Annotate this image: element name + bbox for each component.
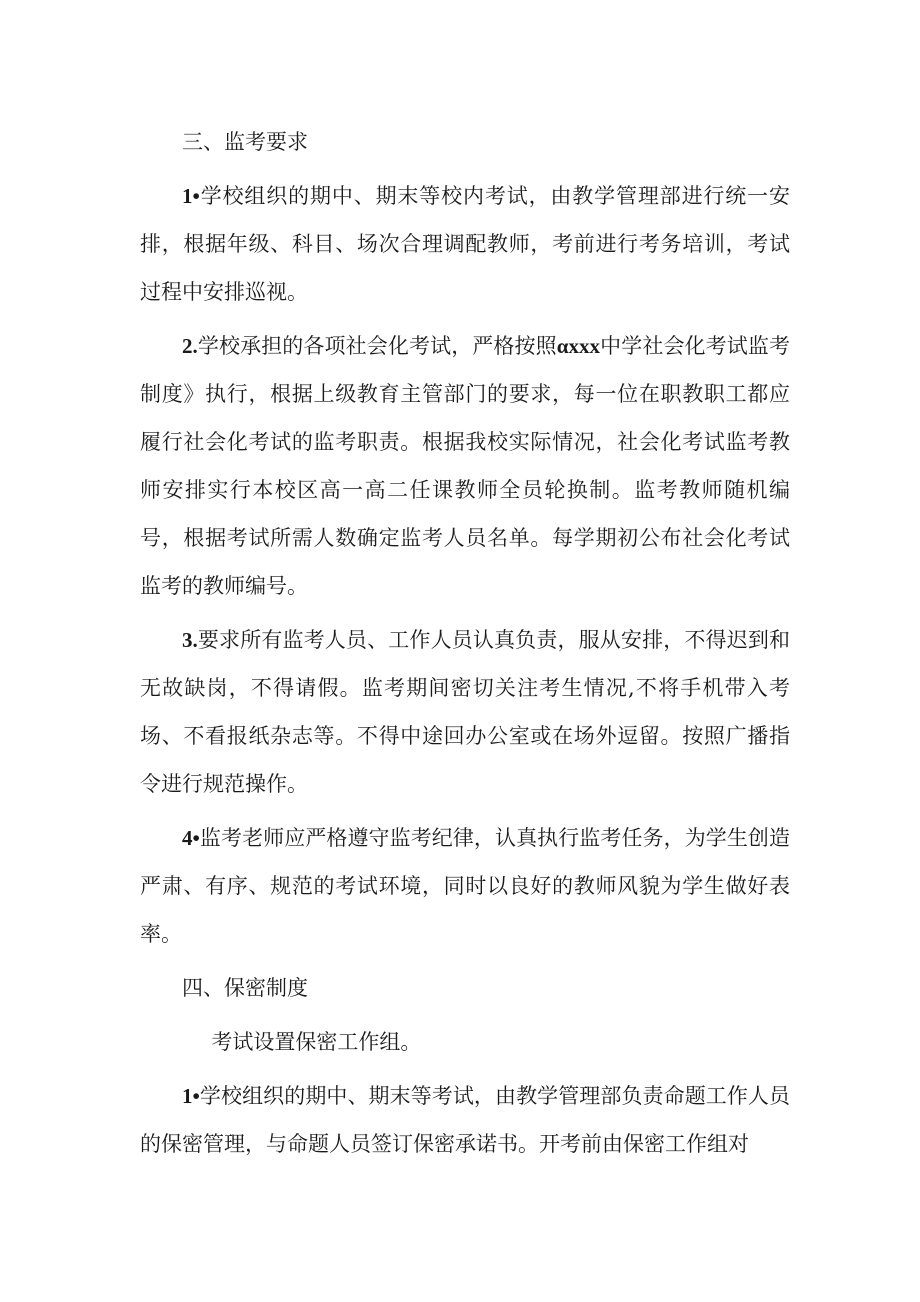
paragraph-text: 要求所有监考人员、工作人员认真负责，服从安排，不得迟到和无故缺岗，不得请假。监考期间密切关注考生情况,不将手机带入考场、不看报纸杂志等。不得中途回办公室或在场外逗留。按照广播指令进行规范操作。 — [140, 628, 790, 796]
paragraph-3-3 — [140, 616, 790, 808]
section-heading-3: 三、监考要求 — [182, 130, 308, 154]
item-number: 4• — [182, 826, 200, 850]
item-number: 2. — [182, 334, 198, 358]
item-number: 1• — [182, 184, 200, 208]
paragraph-text: 中学社会化考试监考制度》执行，根据上级教育主管部门的要求，每一位在职教职工都应履行社会化考试的监考职责。根据我校实际情况，社会化考试监考教师安排实行本校区高一高二任课教师全员轮换制。监考教师随机编号，根据考试所需人数确定监考人员名单。每学期初公布社会化考试监考的教师编号。 — [140, 334, 791, 598]
paragraph-3-1 — [140, 172, 790, 316]
paragraph-4-1 — [140, 1072, 790, 1168]
paragraph-text: 学校组织的期中、期末等考试，由教学管理部负责命题工作人员的保密管理，与命题人员签订保密承诺书。开考前由保密工作组对 — [140, 1084, 790, 1156]
item-number: 3. — [182, 628, 198, 652]
paragraph-text: 监考老师应严格遵守监考纪律，认真执行监考任务，为学生创造严肃、有序、规范的考试环境，同时以良好的教师风貌为学生做好表率。 — [140, 826, 790, 946]
document-body — [140, 118, 790, 1174]
paragraph-3-2 — [140, 322, 790, 610]
section-heading-4: 四、保密制度 — [182, 976, 308, 1000]
section-4-intro: 考试设置保密工作组。 — [211, 1030, 422, 1054]
paragraph-text: 学校组织的期中、期末等校内考试，由教学管理部进行统一安排，根据年级、科目、场次合理调配教师，考前进行考务培训，考试过程中安排巡视。 — [140, 184, 790, 304]
paragraph-3-4 — [140, 814, 790, 958]
paragraph-text: 学校承担的各项社会化考试，严格按照 — [197, 334, 557, 358]
item-number: 1• — [182, 1084, 200, 1108]
school-name-placeholder: αxxx — [556, 334, 600, 358]
